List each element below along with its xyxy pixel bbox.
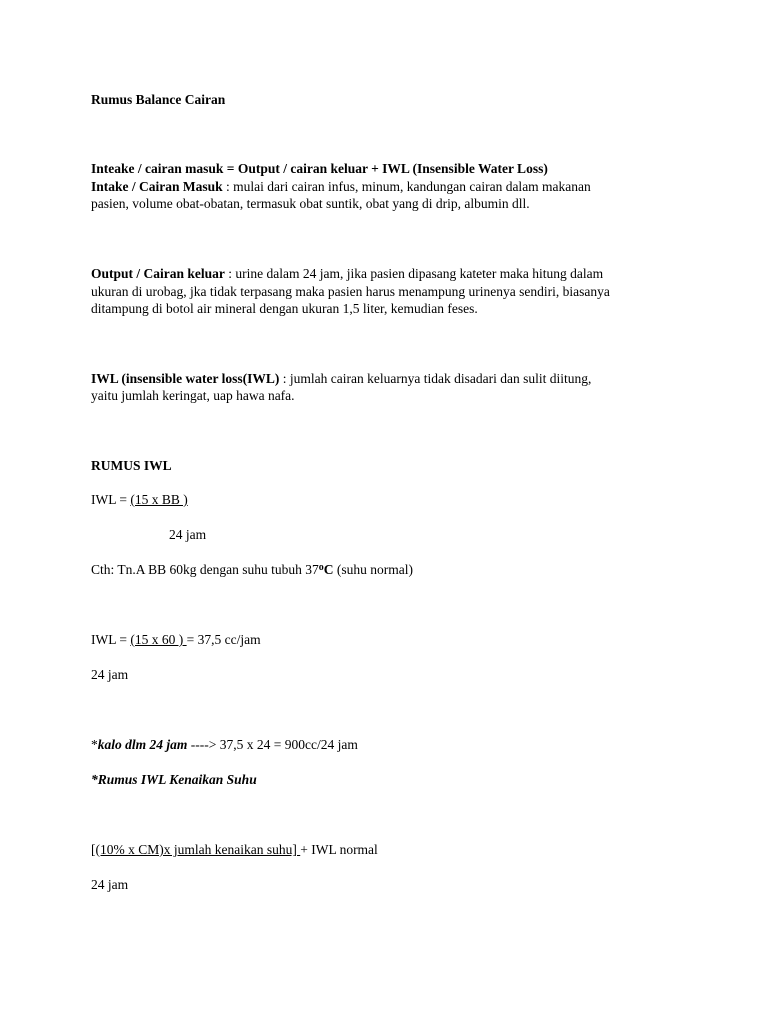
intake-text-2: pasien, volume obat-obatan, termasuk obat suntik, obat yang di drip, albumin dll. [91, 196, 530, 211]
iwl-def-line1 [91, 370, 591, 388]
daily-text: ----> 37,5 x 24 = 900cc/24 jam [187, 737, 358, 752]
iwl-formula-denominator: 24 jam [169, 527, 207, 542]
output-paragraph-line1 [91, 265, 603, 283]
main-formula: Inteake / cairan masuk = Output / cairan keluar + IWL (Insensible Water Loss) [91, 161, 548, 176]
fever-formula [91, 841, 378, 859]
iwl-formula-prefix: IWL = [91, 492, 131, 507]
example-suffix: (suhu normal) [333, 562, 413, 577]
degree-symbol: o [318, 562, 324, 573]
daily-star: * [91, 737, 98, 752]
iwl-def-text-2: yaitu jumlah keringat, uap hawa nafa. [91, 388, 295, 403]
example-calc-prefix: IWL = [91, 632, 131, 647]
fever-formula-denominator: 24 jam [91, 877, 129, 892]
example-line [91, 561, 413, 579]
iwl-def-label: IWL (insensible water loss(IWL) [91, 371, 280, 386]
intake-text-1: : mulai dari cairan infus, minum, kandungan cairan dalam makanan [222, 179, 591, 194]
fever-formula-suffix: + IWL normal [300, 842, 378, 857]
example-calc-result: = 37,5 cc/jam [186, 632, 261, 647]
example-calc-denominator: 24 jam [91, 667, 129, 682]
fever-formula-numerator: [(10% x CM)x jumlah kenaikan suhu] [91, 842, 301, 857]
document-title: Rumus Balance Cairan [91, 92, 226, 107]
celsius-unit: C [323, 562, 334, 577]
example-prefix: Cth: Tn.A BB 60kg dengan suhu tubuh 37 [91, 562, 319, 577]
example-calc-numerator: (15 x 60 ) [130, 632, 187, 647]
output-text-2: ukuran di urobag, jka tidak terpasang maka pasien harus menampung urinenya sendiri, biasanya [91, 284, 610, 299]
iwl-formula [91, 491, 188, 509]
output-text-3: ditampung di botol air mineral dengan ukuran 1,5 liter, kemudian feses. [91, 301, 478, 316]
rumus-iwl-heading: RUMUS IWL [91, 458, 172, 473]
intake-paragraph-line1 [91, 178, 591, 196]
iwl-def-text-1: : jumlah cairan keluarnya tidak disadari dan sulit diitung, [279, 371, 592, 386]
iwl-formula-numerator: (15 x BB ) [130, 492, 188, 507]
intake-label: Intake / Cairan Masuk [91, 179, 223, 194]
output-text-1: : urine dalam 24 jam, jika pasien dipasang kateter maka hitung dalam [224, 266, 604, 281]
example-calc [91, 631, 261, 649]
daily-label: kalo dlm 24 jam [97, 737, 188, 752]
fever-heading: *Rumus IWL Kenaikan Suhu [91, 772, 257, 787]
output-label: Output / Cairan keluar [91, 266, 225, 281]
daily-line [91, 736, 358, 754]
